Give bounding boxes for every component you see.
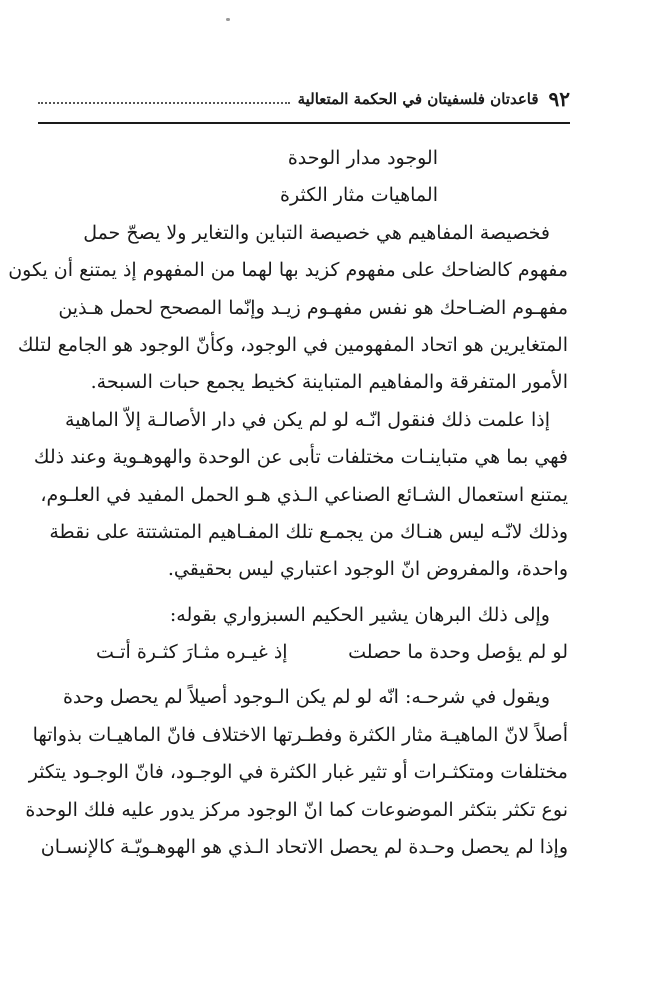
running-title: قاعدتان فلسفيتان في الحكمة المتعالية	[297, 90, 539, 108]
text-line: وإذا لم يحصل وحـدة لم يحصل الاتحاد الـذي هو الهوهـويّـة كالإنسـان	[40, 836, 568, 859]
text-line: المتغايرين هو اتحاد المفهومين في الوجود، وكأنّ الوجود هو الجامع لتلك	[17, 333, 568, 356]
page-header	[38, 84, 570, 114]
page-number: ٩٢	[548, 87, 570, 111]
text-line: ويقول في شرحـه: انّه لو لم يكن الـوجود أصيلاً لم يحصل وحدة	[62, 686, 550, 709]
text-line: وذلك لانّـه ليس هنـاك من يجمـع تلك المفـاهيم المتشتتة على نقطة	[49, 520, 568, 543]
text-line: الوجود مدار الوحدة	[287, 147, 438, 169]
text-line: الماهيات مثار الكثرة	[280, 184, 438, 207]
text-line: أصلاً لانّ الماهيـة مثار الكثرة وفطـرتها الاختلاف فانّ الماهيـات بذواتها	[32, 723, 568, 746]
body-text	[8, 140, 568, 866]
text-line: واحدة، والمفروض انّ الوجود اعتباري ليس بحقيقي.	[167, 558, 568, 581]
text-line: وإلى ذلك البرهان يشير الحكيم السبزواري بقوله:	[169, 603, 550, 626]
text-line: نوع تكثر بتكثر الموضوعات كما انّ الوجود مركز يدور عليه فلك الوحدة	[25, 798, 568, 821]
scan-speck	[226, 18, 230, 21]
text-line: مختلفات ومتكثـرات أو تثير غبار الكثرة في الوجـود، فانّ الوجـود يتكثر	[28, 761, 568, 784]
text-line: مفهـوم الضـاحك هو نفس مفهـوم زيـد وإنّما المصحح لحمل هـذين	[58, 296, 568, 319]
text-line: يمتنع استعمال الشـائع الصناعي الـذي هـو الحمل المفيد في العلـوم،	[40, 483, 568, 506]
text-line: مفهوم كالضاحك على مفهوم كزيد بها لهما من المفهوم إذ يمتنع أن يكون	[8, 259, 568, 282]
header-rule	[38, 122, 570, 124]
text-line: الأمور المتفرقة والمفاهيم المتباينة كخيط يجمع حبات السبحة.	[90, 371, 568, 394]
text-line: فخصيصة المفاهيم هي خصيصة التباين والتغاير ولا يصحّ حمل	[83, 221, 550, 244]
verse-hemistich-second: إذ غيـره مثـارَ كثـرة أتـت	[96, 641, 288, 664]
verse-couplet	[96, 634, 568, 671]
header-dot-leader	[38, 102, 290, 104]
verse-hemistich-first: لو لم يؤصل وحدة ما حصلت	[348, 641, 568, 664]
text-line: إذا علمت ذلك فنقول انّـه لو لم يكن في دار الأصالـة إلاّ الماهية	[65, 408, 550, 431]
text-line: فهي بما هي متباينـات مختلفات تأبى عن الوحدة والهوهـوية وعند ذلك	[33, 446, 568, 469]
